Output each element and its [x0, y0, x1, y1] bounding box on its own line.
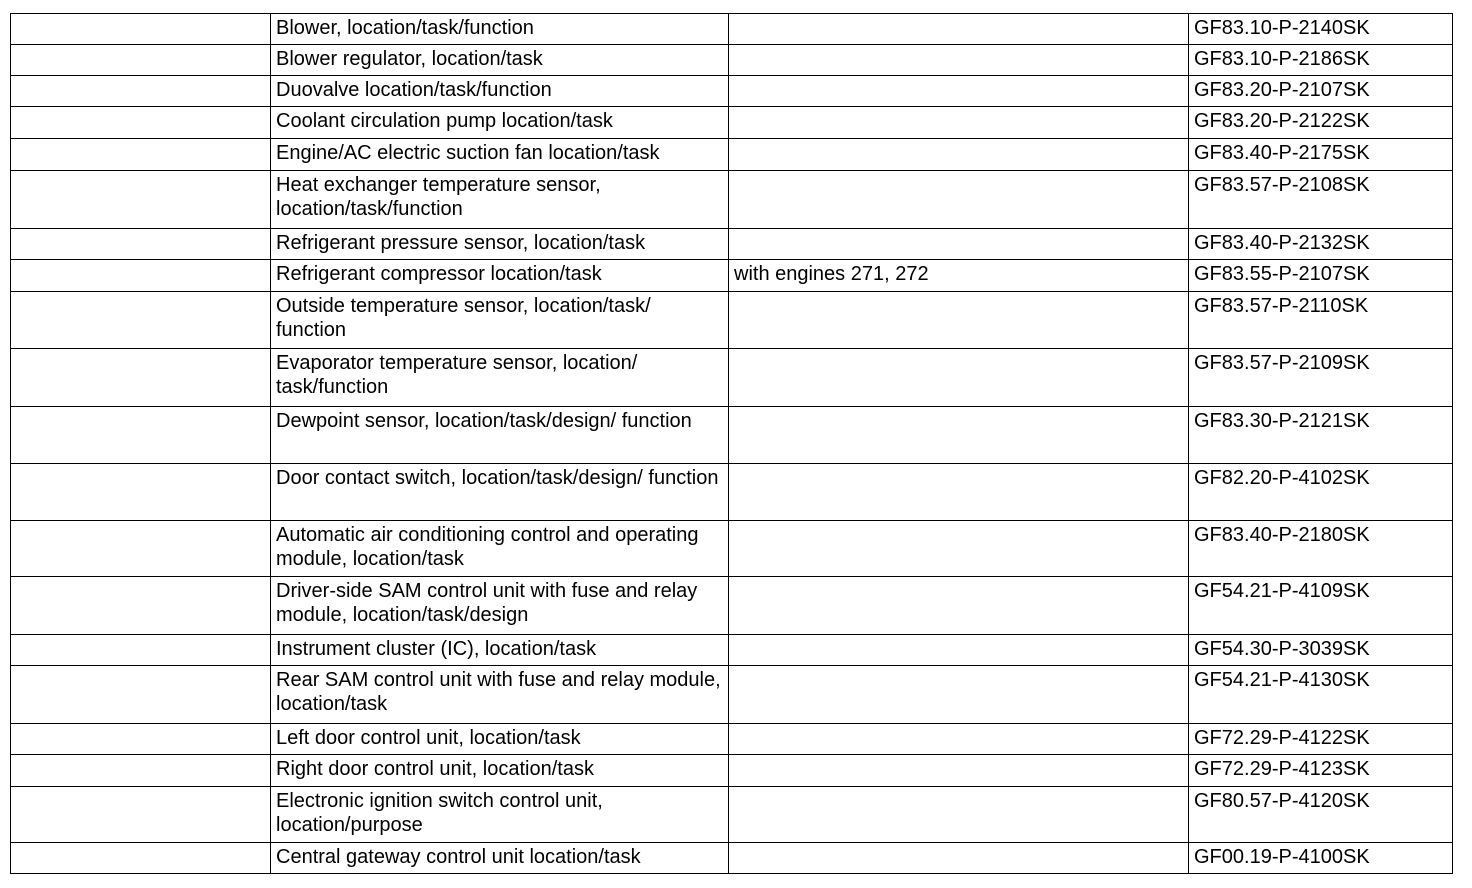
document-code: GF83.20-P-2122SK	[1189, 107, 1453, 139]
empty-cell	[11, 14, 271, 45]
table-body	[11, 14, 1453, 874]
component-description: Automatic air conditioning control and operating module, location/task	[271, 521, 729, 577]
component-description: Electronic ignition switch control unit, location/purpose	[271, 787, 729, 843]
applicability-note	[729, 45, 1189, 76]
table-row	[11, 666, 1453, 724]
table-row	[11, 843, 1453, 874]
table-row	[11, 787, 1453, 843]
empty-cell	[11, 635, 271, 666]
document-code: GF83.40-P-2180SK	[1189, 521, 1453, 577]
empty-cell	[11, 755, 271, 787]
table-row	[11, 14, 1453, 45]
document-code: GF83.57-P-2110SK	[1189, 292, 1453, 349]
component-description: Driver-side SAM control unit with fuse and relay module, location/task/design	[271, 577, 729, 635]
document-code: GF82.20-P-4102SK	[1189, 464, 1453, 521]
applicability-note	[729, 76, 1189, 107]
table-row	[11, 139, 1453, 171]
empty-cell	[11, 76, 271, 107]
empty-cell	[11, 107, 271, 139]
component-description: Blower regulator, location/task	[271, 45, 729, 76]
component-description: Heat exchanger temperature sensor, location/task/function	[271, 171, 729, 229]
applicability-note	[729, 292, 1189, 349]
table-row	[11, 45, 1453, 76]
component-description: Blower, location/task/function	[271, 14, 729, 45]
empty-cell	[11, 577, 271, 635]
applicability-note: with engines 271, 272	[729, 260, 1189, 292]
applicability-note	[729, 787, 1189, 843]
empty-cell	[11, 407, 271, 464]
empty-cell	[11, 724, 271, 755]
document-code: GF54.21-P-4130SK	[1189, 666, 1453, 724]
component-description: Right door control unit, location/task	[271, 755, 729, 787]
applicability-note	[729, 14, 1189, 45]
empty-cell	[11, 139, 271, 171]
component-description: Coolant circulation pump location/task	[271, 107, 729, 139]
applicability-note	[729, 229, 1189, 260]
document-code: GF83.40-P-2175SK	[1189, 139, 1453, 171]
applicability-note	[729, 464, 1189, 521]
table-row	[11, 755, 1453, 787]
component-description: Door contact switch, location/task/design/ function	[271, 464, 729, 521]
table-row	[11, 260, 1453, 292]
component-description: Refrigerant compressor location/task	[271, 260, 729, 292]
applicability-note	[729, 577, 1189, 635]
document-code: GF83.57-P-2109SK	[1189, 349, 1453, 407]
component-description: Left door control unit, location/task	[271, 724, 729, 755]
table-row	[11, 349, 1453, 407]
document-code: GF54.30-P-3039SK	[1189, 635, 1453, 666]
applicability-note	[729, 843, 1189, 874]
document-code: GF80.57-P-4120SK	[1189, 787, 1453, 843]
document-code: GF83.57-P-2108SK	[1189, 171, 1453, 229]
applicability-note	[729, 107, 1189, 139]
document-code: GF83.10-P-2140SK	[1189, 14, 1453, 45]
empty-cell	[11, 292, 271, 349]
document-code: GF83.20-P-2107SK	[1189, 76, 1453, 107]
applicability-note	[729, 755, 1189, 787]
component-description: Duovalve location/task/function	[271, 76, 729, 107]
applicability-note	[729, 521, 1189, 577]
applicability-note	[729, 724, 1189, 755]
component-description: Dewpoint sensor, location/task/design/ function	[271, 407, 729, 464]
empty-cell	[11, 171, 271, 229]
table-row	[11, 292, 1453, 349]
applicability-note	[729, 635, 1189, 666]
component-description: Rear SAM control unit with fuse and relay module, location/task	[271, 666, 729, 724]
table-row	[11, 464, 1453, 521]
component-description: Refrigerant pressure sensor, location/task	[271, 229, 729, 260]
component-description: Engine/AC electric suction fan location/task	[271, 139, 729, 171]
document-code: GF83.30-P-2121SK	[1189, 407, 1453, 464]
document-code: GF83.55-P-2107SK	[1189, 260, 1453, 292]
table-row	[11, 521, 1453, 577]
table-row	[11, 724, 1453, 755]
document-code: GF83.10-P-2186SK	[1189, 45, 1453, 76]
applicability-note	[729, 349, 1189, 407]
empty-cell	[11, 464, 271, 521]
document-code: GF54.21-P-4109SK	[1189, 577, 1453, 635]
reference-table	[10, 13, 1453, 874]
component-description: Instrument cluster (IC), location/task	[271, 635, 729, 666]
document-code: GF72.29-P-4123SK	[1189, 755, 1453, 787]
empty-cell	[11, 521, 271, 577]
document-code: GF72.29-P-4122SK	[1189, 724, 1453, 755]
applicability-note	[729, 171, 1189, 229]
table-row	[11, 76, 1453, 107]
table-row	[11, 107, 1453, 139]
table-row	[11, 229, 1453, 260]
empty-cell	[11, 666, 271, 724]
empty-cell	[11, 260, 271, 292]
empty-cell	[11, 349, 271, 407]
component-description: Central gateway control unit location/task	[271, 843, 729, 874]
empty-cell	[11, 843, 271, 874]
table-row	[11, 171, 1453, 229]
applicability-note	[729, 666, 1189, 724]
empty-cell	[11, 787, 271, 843]
empty-cell	[11, 229, 271, 260]
empty-cell	[11, 45, 271, 76]
document-code: GF83.40-P-2132SK	[1189, 229, 1453, 260]
table-row	[11, 635, 1453, 666]
table-row	[11, 407, 1453, 464]
component-description: Evaporator temperature sensor, location/ task/function	[271, 349, 729, 407]
component-description: Outside temperature sensor, location/task/ function	[271, 292, 729, 349]
document-code: GF00.19-P-4100SK	[1189, 843, 1453, 874]
applicability-note	[729, 139, 1189, 171]
table-row	[11, 577, 1453, 635]
applicability-note	[729, 407, 1189, 464]
